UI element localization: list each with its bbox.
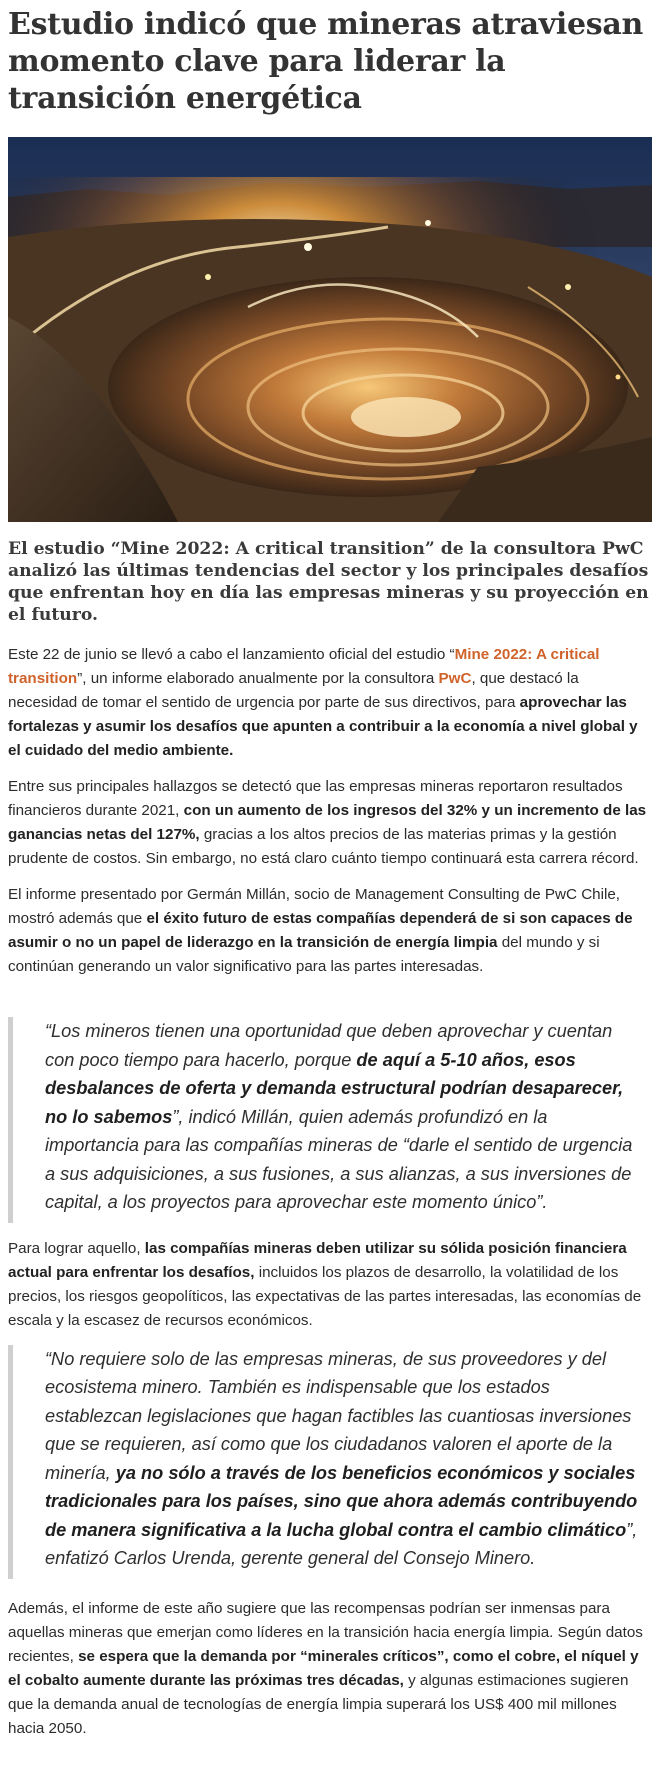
quote2-text-1: “No requiere solo de las empresas mineras, de sus proveedores y del ecosistema minero. También es indispensable que los estados establezcan legislaciones que hagan factibles las cuantiosas inversiones que se requieren, así como que los ciudadanos valoren el aporte de la minería, <box>45 1348 632 1483</box>
p3-bold: el éxito futuro de estas compañías dependerá de si son capaces de asumir o no un papel de liderazgo en la transición de energía limpia <box>8 910 633 951</box>
p3-text-1: El informe presentado por Germán Millán, socio de Management Consulting de PwC Chile, mostró además que <box>8 886 621 927</box>
p1-text-3: , que destacó la necesidad de tomar el sentido de urgencia por parte de sus directivos, para <box>8 670 579 711</box>
paragraph-2 <box>8 775 652 871</box>
p2-bold: con un aumento de los ingresos del 32% y un incremento de las ganancias netas del 127%, <box>8 802 647 843</box>
p4-text-2: incluidos los plazos de desarrollo, la volatilidad de los precios, los riesgos geopolíticos, las expectativas de las partes interesadas, las economías de escala y la escasez de recursos económicos. <box>8 1263 642 1329</box>
p4-text-1: Para lograr aquello, <box>8 1239 145 1257</box>
quote1-text-2: ”, indicó Millán, quien además profundizó en la importancia para las compañías mineras de “darle el sentido de urgencia a sus adquisiciones, a sus fusiones, a sus alianzas, a sus inversiones de capital, a los proyectos para aprovechar este momento único”. <box>45 1106 633 1212</box>
mine-2022-link[interactable]: Mine 2022: A critical transition <box>8 646 600 687</box>
paragraph-5 <box>8 1597 652 1741</box>
article-title: Estudio indicó que mineras atraviesan momento clave para liderar la transición energética <box>8 7 643 116</box>
p2-text-2: gracias a los altos precios de las materias primas y la gestión prudente de costos. Sin embargo, no está claro cuánto tiempo continuará esta carrera récord. <box>8 826 639 867</box>
p4-bold: las compañías mineras deben utilizar su sólida posición financiera actual para enfrentar los desafíos, <box>8 1239 627 1281</box>
p5-text-1: Además, el informe de este año sugiere que las recompensas podrían ser inmensas para aquellas mineras que emerjan como líderes en la transición hacia energía limpia. Según datos recientes, <box>8 1599 643 1665</box>
quote2-text-2: ”, enfatizó Carlos Urenda, gerente general del Consejo Minero. <box>45 1519 638 1568</box>
hero-image <box>8 137 652 522</box>
p5-text-2: y algunas estimaciones sugieren que la demanda anual de tecnologías de energía limpia superará los US$ 400 mil millones hacia 2050. <box>8 1671 629 1737</box>
p1-text-1: Este 22 de junio se llevó a cabo el lanzamiento oficial del estudio “ <box>8 646 455 663</box>
paragraph-4 <box>8 1237 652 1333</box>
quote-millan <box>8 1017 652 1223</box>
mine-illustration <box>8 137 652 522</box>
quote2-bold: ya no sólo a través de los beneficios económicos y sociales tradicionales para los países, sino que ahora además contribuyendo de manera significativa a la lucha global contra el cambio climático <box>45 1462 638 1540</box>
article-lead: El estudio “Mine 2022: A critical transition” de la consultora PwC analizó las últimas tendencias del sector y los principales desafíos que enfrentan hoy en día las empresas mineras y su proyección en el futuro. <box>8 539 649 625</box>
paragraph-1 <box>8 643 652 763</box>
p5-bold: se espera que la demanda por “minerales críticos”, como el cobre, el níquel y el cobalto aumente durante las próximas tres décadas, <box>8 1647 639 1689</box>
p1-text-2: ”, un informe elaborado anualmente por la consultora <box>77 670 439 687</box>
p1-bold: aprovechar las fortalezas y asumir los desafíos que apunten a contribuir a la economía a nivel global y el cuidado del medio ambiente. <box>8 694 638 759</box>
quote1-text-1: “Los mineros tienen una oportunidad que deben aprovechar y cuentan con poco tiempo para hacerlo, porque <box>45 1021 613 1070</box>
quote-urenda <box>8 1345 652 1579</box>
p3-text-2: del mundo y si continúan generando un valor significativo para las partes interesadas. <box>8 934 600 975</box>
quote1-bold: de aquí a 5-10 años, esos desbalances de oferta y demanda estructural podrían desaparecer, no lo sabemos <box>45 1049 624 1127</box>
p2-text-1: Entre sus principales hallazgos se detectó que las empresas mineras reportaron resultados financieros durante 2021, <box>8 778 623 819</box>
paragraph-3 <box>8 883 652 979</box>
pwc-link[interactable]: PwC <box>438 670 472 687</box>
